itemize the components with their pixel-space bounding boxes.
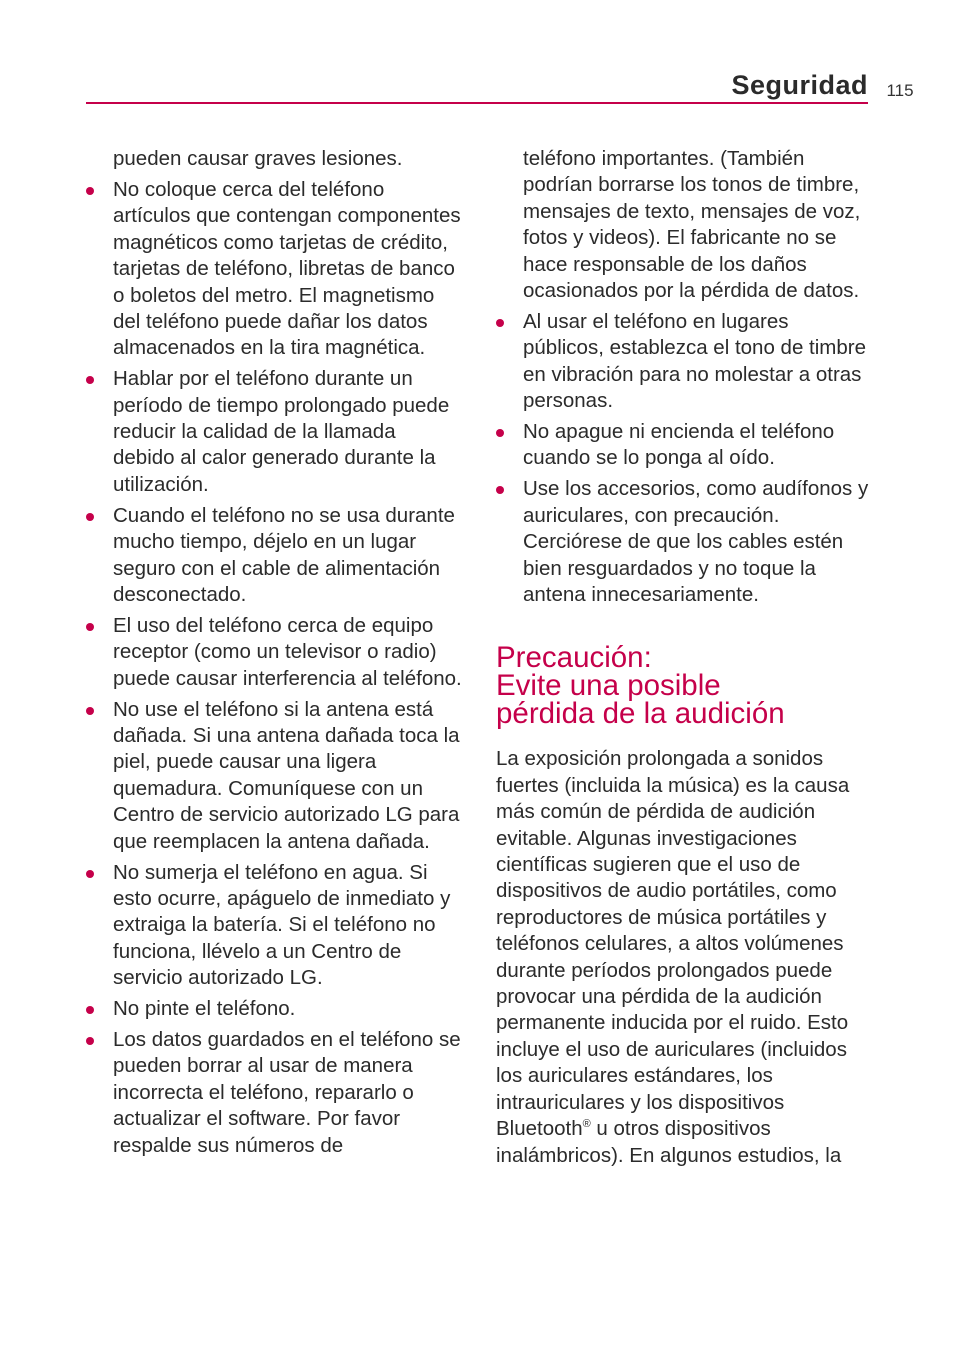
list-item-text: No apague ni encienda el teléfono cuando se lo ponga al oído.	[523, 420, 835, 470]
bullet-icon	[86, 870, 94, 878]
section-heading-line: Precaución:	[496, 641, 652, 675]
list-item-text: No pinte el teléfono.	[113, 997, 296, 1021]
list-item	[86, 697, 462, 855]
section-heading	[496, 641, 870, 731]
list-item-text: No sumerja el teléfono en agua. Si esto ocurre, apáguelo de inmediato y extraiga la batería. Si el teléfono no funciona, llévelo a un Centro de servicio autorizado LG.	[113, 860, 451, 990]
list-item-text: Al usar el teléfono en lugares públicos, establezca el tono de timbre en vibración para no molestar a otras personas.	[523, 309, 867, 413]
bullet-icon	[86, 1006, 94, 1014]
section-heading-line: pérdida de la audición	[496, 697, 785, 731]
list-item	[86, 996, 462, 1022]
list-item	[86, 1027, 462, 1159]
list-item-text: Los datos guardados en el teléfono se pueden borrar al usar de manera incorrecta el teléfono, repararlo o actualizar el software. Por favor respalde sus números de	[113, 1028, 461, 1157]
list-item-text: No use el teléfono si la antena está dañada. Si una antena dañada toca la piel, puede causar una ligera quemadura. Comuníquese con un Centro de servicio autorizado LG para que reemplacen la antena dañada.	[113, 697, 460, 853]
paragraph-text: La exposición prolongada a sonidos fuertes (incluida la música) es la causa más común de pérdida de audición evitable. Algunas investigaciones científicas sugieren que el uso de dispositivos de audio portátiles, como reproductores de música portátiles y teléfonos celulares, a altos volúmenes durante períodos prolongados puede provocar una pérdida de la audición permanente inducida por el ruido. Esto incluye el uso de auriculares (incluidos los auriculares estándares, los intrauriculares y los dispositivos Bluetooth	[496, 747, 850, 1141]
bullet-list	[496, 309, 870, 608]
list-item	[86, 503, 462, 609]
list-item-text: Cuando el teléfono no se usa durante mucho tiempo, déjelo en un lugar seguro con el cable de alimentación desconectado.	[113, 503, 455, 606]
bullet-list	[86, 177, 462, 1159]
list-item-text: Use los accesorios, como audífonos y auriculares, con precaución. Cerciórese de que los cables estén bien resguardados y no toque la antena innecesariamente.	[523, 477, 869, 606]
page-number: 115	[886, 81, 914, 100]
list-item	[496, 309, 870, 415]
list-item	[496, 419, 870, 472]
bullet-icon	[86, 623, 94, 631]
list-item-text: El uso del teléfono cerca de equipo receptor (como un televisor o radio) puede causar interferencia al teléfono.	[113, 613, 462, 690]
continuation-text: teléfono importantes. (También podrían borrarse los tonos de timbre, mensajes de texto, mensajes de voz, fotos y videos). El fabricante no se hace responsable de los daños ocasionados por la pérdida de datos.	[523, 147, 861, 303]
bullet-icon	[86, 1037, 94, 1045]
list-item	[86, 613, 462, 692]
registered-mark: ®	[582, 1118, 591, 1131]
list-item	[496, 476, 870, 608]
list-item	[86, 177, 462, 362]
header-divider	[86, 102, 868, 104]
body-paragraph	[496, 746, 870, 1169]
bullet-icon	[86, 513, 94, 521]
list-item	[86, 860, 462, 992]
bullet-icon	[496, 319, 504, 327]
section-title: Seguridad	[731, 70, 868, 100]
right-column	[496, 146, 870, 1189]
section-heading-line: Evite una posible	[496, 669, 721, 703]
continuation-text: pueden causar graves lesiones.	[113, 147, 403, 170]
bullet-icon	[86, 187, 94, 195]
list-item	[86, 366, 462, 498]
paragraph-text: u otros dispositivos inalámbricos). En algunos estudios, la	[496, 1117, 842, 1167]
list-item-text: Hablar por el teléfono durante un período de tiempo prolongado puede reducir la calidad de la llamada debido al calor generado durante la utilización.	[113, 367, 450, 496]
bullet-icon	[496, 486, 504, 494]
list-item-text: No coloque cerca del teléfono artículos que contengan componentes magnéticos como tarjetas de crédito, tarjetas de teléfono, libretas de banco o boletos del metro. El magnetismo del teléfono puede dañar los datos almacenados en la tira magnética.	[113, 177, 461, 360]
bullet-icon	[86, 376, 94, 384]
bullet-icon	[496, 429, 504, 437]
bullet-icon	[86, 707, 94, 715]
left-column	[86, 146, 462, 1159]
